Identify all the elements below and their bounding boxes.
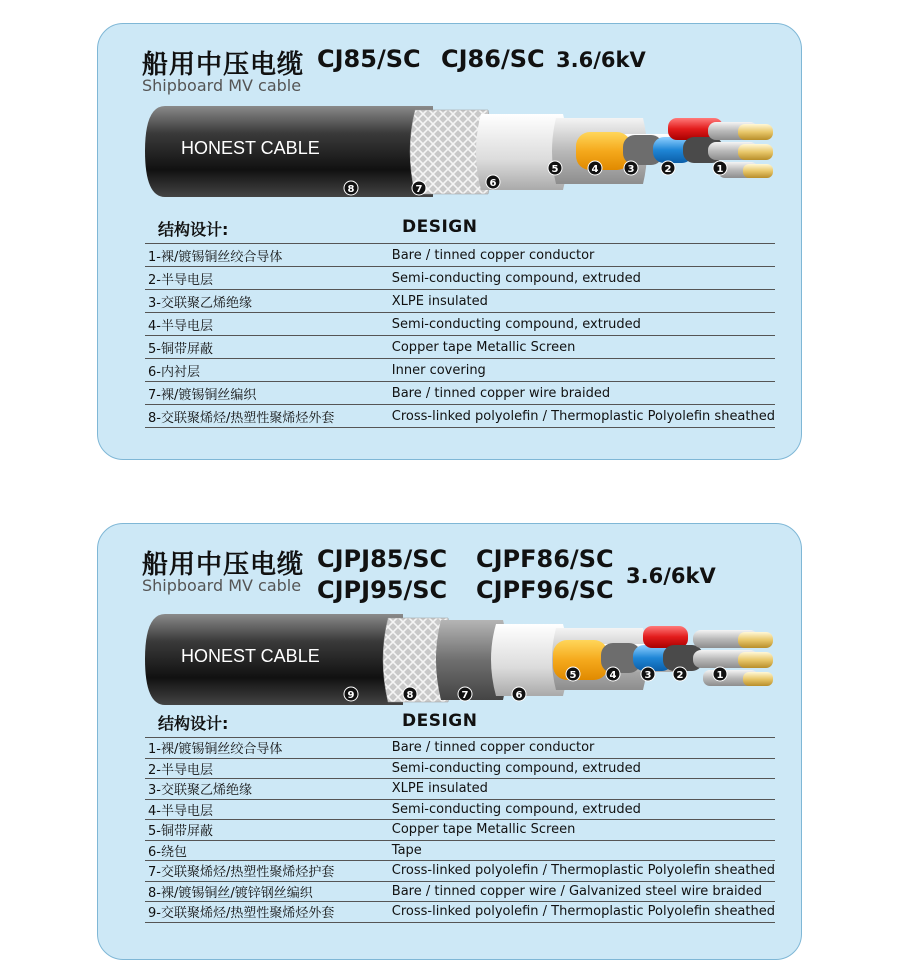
cable-cross-section-illustration <box>143 104 783 199</box>
layer-number-badge: 6 <box>515 690 523 701</box>
panel-title-cn: 船用中压电缆 <box>142 550 305 580</box>
table-row <box>145 779 775 800</box>
layer-number-badge: 1 <box>716 670 724 681</box>
model-code: CJ85/SC <box>317 45 421 73</box>
component-en: Bare / tinned copper conductor <box>392 738 775 759</box>
component-cn: 6-绕包 <box>145 840 392 861</box>
table-row <box>145 881 775 902</box>
component-en: Bare / tinned copper wire / Galvanized steel wire braided <box>392 881 775 902</box>
table-row <box>145 313 775 336</box>
component-en: Inner covering <box>392 359 775 382</box>
component-en: Semi-conducting compound, extruded <box>392 313 775 336</box>
component-cn: 7-裸/镀锡铜丝编织 <box>145 382 392 405</box>
component-cn: 5-铜带屏蔽 <box>145 820 392 841</box>
table-row <box>145 840 775 861</box>
table-row <box>145 336 775 359</box>
component-en: XLPE insulated <box>392 779 775 800</box>
table-row <box>145 267 775 290</box>
component-en: Semi-conducting compound, extruded <box>392 267 775 290</box>
brand-label: HONEST CABLE <box>181 646 320 666</box>
layer-number-badge: 9 <box>347 690 355 701</box>
layer-number-badge: 2 <box>664 164 672 175</box>
layer-number-badge: 4 <box>609 670 617 681</box>
design-table <box>145 737 775 923</box>
layer-number-badge: 4 <box>591 164 599 175</box>
component-en: Cross-linked polyolefin / Thermoplastic Polyolefin sheathed <box>392 405 775 428</box>
design-header-cn: 结构设计: <box>158 220 229 239</box>
table-row <box>145 244 775 267</box>
component-cn: 7-交联聚烯烃/热塑性聚烯烃护套 <box>145 861 392 882</box>
table-row <box>145 738 775 759</box>
panel-cjpj-cjpf <box>97 523 802 960</box>
component-cn: 1-裸/镀锡铜丝绞合导体 <box>145 244 392 267</box>
model-code: CJPF86/SC <box>476 545 614 573</box>
component-en: Copper tape Metallic Screen <box>392 336 775 359</box>
layer-number-badge: 7 <box>415 184 423 195</box>
table-row <box>145 290 775 313</box>
layer-number-badge: 3 <box>627 164 635 175</box>
model-code: CJPJ85/SC <box>317 545 448 573</box>
component-en: Bare / tinned copper conductor <box>392 244 775 267</box>
table-row <box>145 405 775 428</box>
component-cn: 8-裸/镀锡铜丝/镀锌钢丝编织 <box>145 881 392 902</box>
layer-number-badge: 5 <box>551 164 559 175</box>
layer-number-badge: 2 <box>676 670 684 681</box>
layer-number-badge: 5 <box>569 670 577 681</box>
component-cn: 3-交联聚乙烯绝缘 <box>145 290 392 313</box>
table-row <box>145 820 775 841</box>
design-header-en: DESIGN <box>402 711 478 731</box>
component-cn: 5-铜带屏蔽 <box>145 336 392 359</box>
brand-label: HONEST CABLE <box>181 138 320 158</box>
component-cn: 6-内衬层 <box>145 359 392 382</box>
component-cn: 1-裸/镀锡铜丝绞合导体 <box>145 738 392 759</box>
component-en: Cross-linked polyolefin / Thermoplastic Polyolefin sheathed <box>392 902 775 923</box>
component-en: Semi-conducting compound, extruded <box>392 758 775 779</box>
model-code: CJ86/SC <box>441 45 545 73</box>
component-cn: 9-交联聚烯烃/热塑性聚烯烃外套 <box>145 902 392 923</box>
component-en: Tape <box>392 840 775 861</box>
voltage-rating: 3.6/6kV <box>626 564 716 588</box>
panel-title-en: Shipboard MV cable <box>142 576 302 595</box>
layer-number-badge: 3 <box>644 670 652 681</box>
component-en: XLPE insulated <box>392 290 775 313</box>
component-cn: 4-半导电层 <box>145 799 392 820</box>
component-en: Copper tape Metallic Screen <box>392 820 775 841</box>
component-en: Semi-conducting compound, extruded <box>392 799 775 820</box>
table-row <box>145 758 775 779</box>
component-cn: 4-半导电层 <box>145 313 392 336</box>
layer-number-badge: 1 <box>716 164 724 175</box>
design-header-en: DESIGN <box>402 217 478 237</box>
component-en: Bare / tinned copper wire braided <box>392 382 775 405</box>
layer-number-badge: 8 <box>347 184 355 195</box>
component-cn: 8-交联聚烯烃/热塑性聚烯烃外套 <box>145 405 392 428</box>
cable-cross-section-illustration <box>143 612 783 707</box>
design-header-cn: 结构设计: <box>158 714 229 733</box>
layer-number-badge: 6 <box>489 178 497 189</box>
component-en: Cross-linked polyolefin / Thermoplastic Polyolefin sheathed <box>392 861 775 882</box>
model-code: CJPF96/SC <box>476 576 614 604</box>
component-cn: 2-半导电层 <box>145 267 392 290</box>
table-row <box>145 359 775 382</box>
component-cn: 2-半导电层 <box>145 758 392 779</box>
model-code: CJPJ95/SC <box>317 576 448 604</box>
table-row <box>145 799 775 820</box>
panel-title-en: Shipboard MV cable <box>142 76 302 95</box>
panel-cj85-cj86 <box>97 23 802 460</box>
voltage-rating: 3.6/6kV <box>556 48 646 72</box>
table-row <box>145 861 775 882</box>
layer-number-badge: 8 <box>406 690 414 701</box>
panel-title-cn: 船用中压电缆 <box>142 50 305 80</box>
layer-number-badge: 7 <box>461 690 469 701</box>
table-row <box>145 382 775 405</box>
table-row <box>145 902 775 923</box>
component-cn: 3-交联聚乙烯绝缘 <box>145 779 392 800</box>
design-table <box>145 243 775 428</box>
